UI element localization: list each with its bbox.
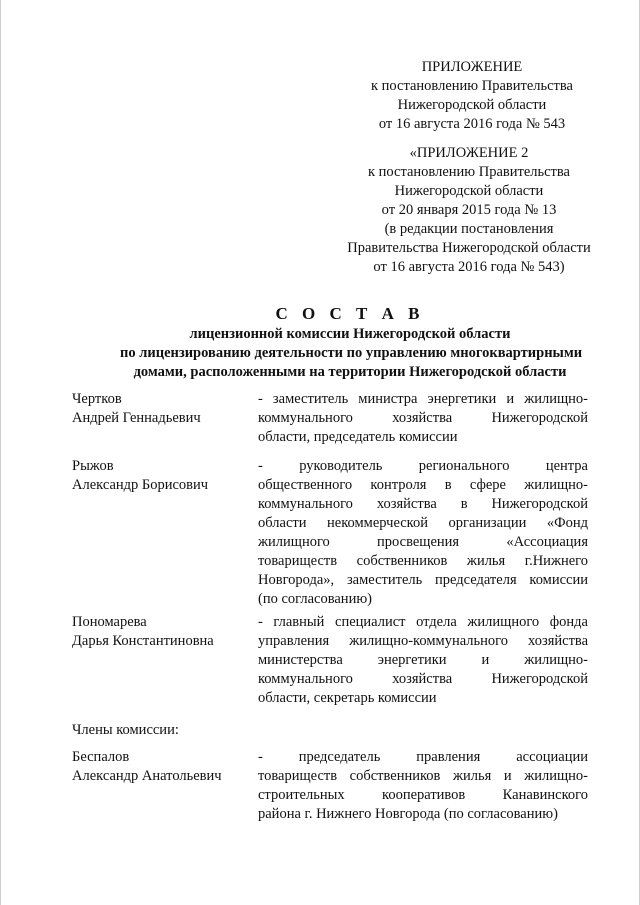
position-line: коммунального хозяйства в Нижегородской (258, 496, 588, 512)
member-position (258, 613, 588, 708)
appendix-2-header (299, 144, 639, 277)
position-line: коммунального хозяйства Нижегородской (258, 671, 588, 687)
title-line: лицензионной комиссии Нижегородской области (189, 326, 511, 342)
member-given-names: Александр Борисович (72, 477, 209, 493)
position-line: строительных кооперативов Канавинского (258, 787, 588, 803)
appendix-2-line: (в редакции постановления (384, 221, 554, 237)
position-line: жилищного просвещения «Ассоциация (258, 534, 588, 550)
title-line: домами, расположенными на территории Нижегородской области (133, 364, 567, 380)
position-line: - заместитель министра энергетики и жилищно- (258, 391, 588, 407)
member-position (258, 390, 588, 447)
position-line: - председатель правления ассоциации (258, 749, 588, 765)
title-main: С О С Т А В (275, 304, 425, 323)
members-section-label: Члены комиссии: (72, 722, 179, 738)
title-line: по лицензированию деятельности по управлению многоквартирными (120, 345, 583, 361)
member-surname: Рыжов (72, 458, 114, 474)
appendix-header (302, 58, 640, 134)
member-position (258, 457, 588, 609)
position-line: области некоммерческой организации «Фонд (258, 515, 588, 531)
member-name (72, 390, 262, 428)
appendix-2-line: от 20 января 2015 года № 13 (381, 202, 557, 218)
appendix-2-line: от 16 августа 2016 года № 543) (373, 259, 565, 275)
scan-left-edge (0, 0, 1, 905)
position-line: общественного контроля в сфере жилищно- (258, 477, 588, 493)
position-line: (по согласованию) (258, 591, 372, 607)
position-line: коммунального хозяйства Нижегородской (258, 410, 588, 426)
appendix-2-line: «ПРИЛОЖЕНИЕ 2 (409, 145, 529, 161)
position-line: области, председатель комиссии (258, 429, 458, 445)
position-line: - главный специалист отдела жилищного фонда (258, 614, 588, 630)
member-name (72, 748, 262, 786)
appendix-header-line: от 16 августа 2016 года № 543 (378, 116, 566, 132)
document-title (120, 304, 583, 382)
position-line: Новгорода», заместитель председателя комиссии (258, 572, 588, 588)
member-position (258, 748, 588, 824)
position-line: - руководитель регионального центра (258, 458, 588, 474)
appendix-header-line: к постановлению Правительства (371, 78, 573, 94)
position-line: управления жилищно-коммунального хозяйства (258, 633, 588, 649)
appendix-2-line: Нижегородской области (394, 183, 544, 199)
member-given-names: Дарья Константиновна (72, 633, 214, 649)
position-line: товариществ собственников жилья и жилищно- (258, 768, 588, 784)
member-name (72, 457, 262, 495)
appendix-header-line: Нижегородской области (397, 97, 547, 113)
position-line: министерства энергетики и жилищно- (258, 652, 588, 668)
position-line: области, секретарь комиссии (258, 690, 437, 706)
appendix-2-line: Правительства Нижегородской области (347, 240, 591, 256)
member-surname: Чертков (72, 391, 122, 407)
position-line: района г. Нижнего Новгорода (по согласованию) (258, 806, 558, 822)
member-given-names: Андрей Геннадьевич (72, 410, 201, 426)
member-name (72, 613, 262, 651)
member-given-names: Александр Анатольевич (72, 768, 222, 784)
position-line: товариществ собственников жилья г.Нижнего (258, 553, 588, 569)
appendix-header-line: ПРИЛОЖЕНИЕ (421, 59, 523, 75)
member-surname: Пономарева (72, 614, 147, 630)
appendix-2-line: к постановлению Правительства (368, 164, 570, 180)
member-surname: Беспалов (72, 749, 130, 765)
